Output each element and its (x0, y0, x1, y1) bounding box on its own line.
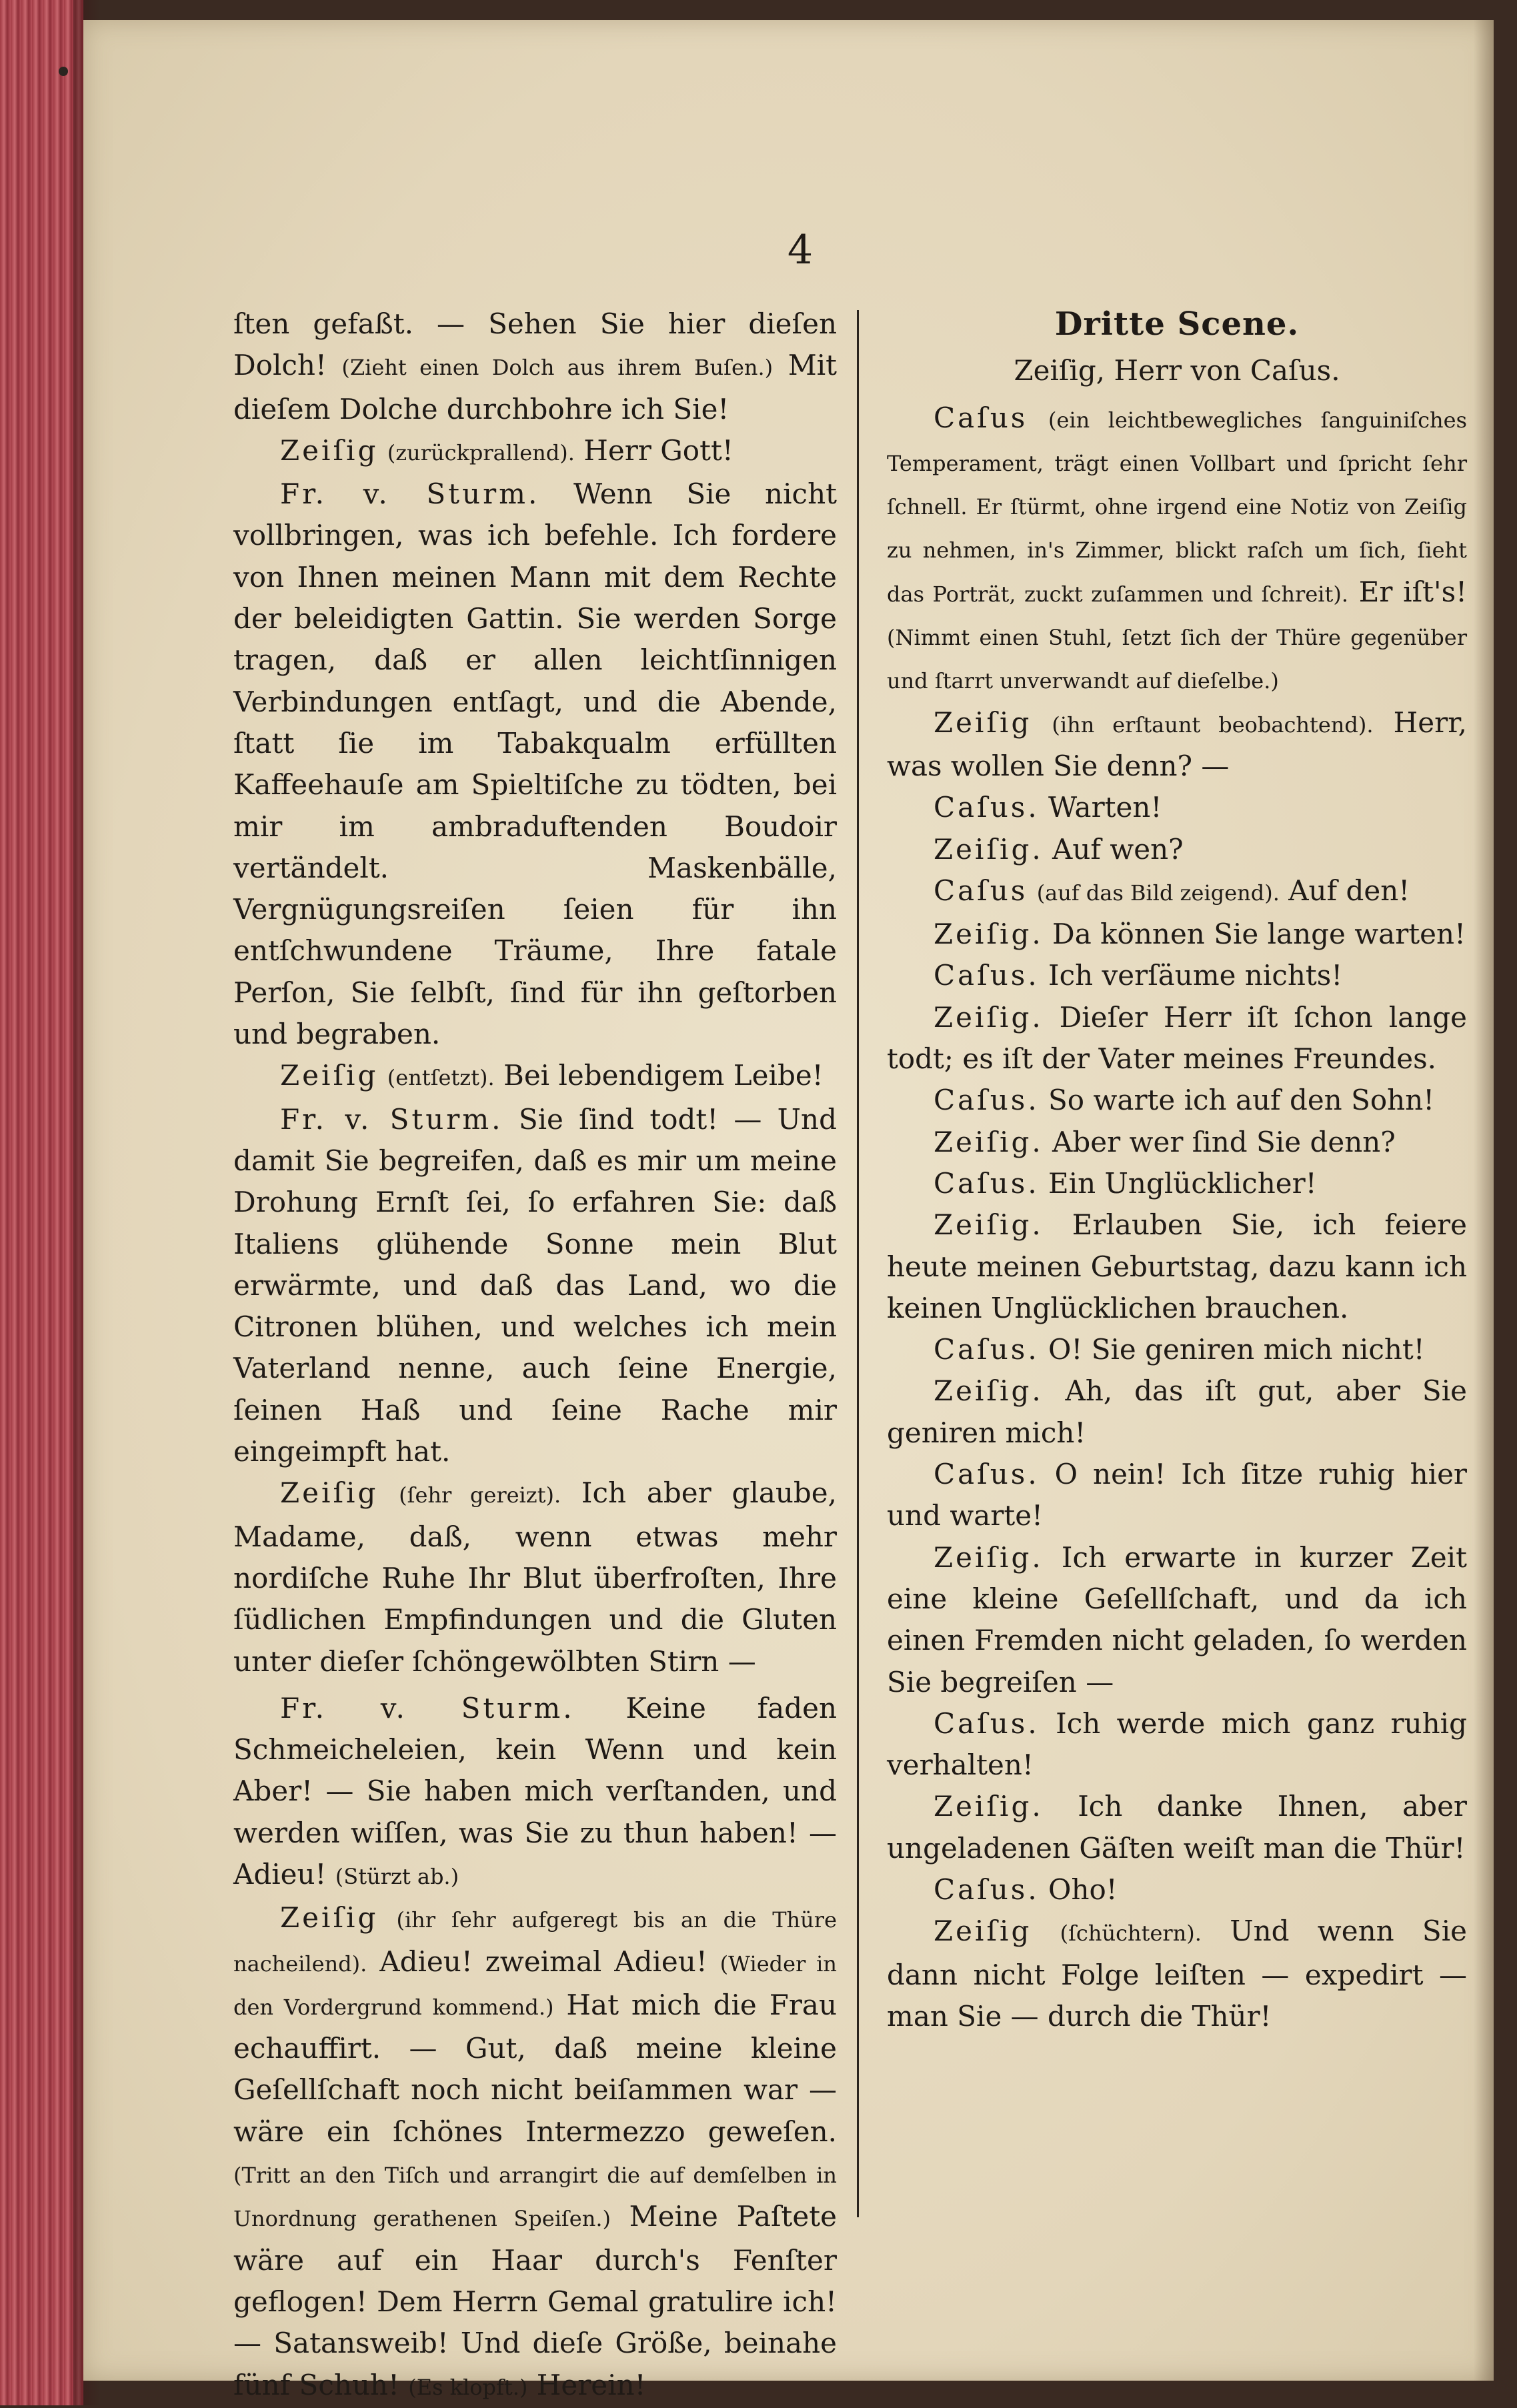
speaker-name: Caſus. (934, 1458, 1040, 1491)
book-binding-edge (0, 0, 83, 2405)
speaker-name: Zeiſig (280, 433, 379, 467)
speaker-name: Fr. v. Sturm. (280, 477, 540, 511)
ink-dot (59, 67, 68, 76)
speaker-name: Caſus (934, 874, 1028, 907)
speaker-name: Caſus. (934, 1166, 1040, 1200)
speaker-name: Zeiſig. (934, 1540, 1044, 1574)
speaker-name: Caſus. (934, 1706, 1040, 1740)
speaker-name: Fr. v. Sturm. (280, 1102, 503, 1136)
speaker-name: Caſus. (934, 1333, 1040, 1366)
right-paragraph-19: Caſus. Oho! (934, 1873, 1118, 1906)
right-paragraph-4: Zeiſig. Auf wen? (934, 832, 1184, 866)
left-paragraph-6: Zeiſig (ſehr gereizt). Ich aber glaube, Madame, daß, wenn etwas mehr nordiſche Ruhe Ihr Blut überfroſten, Ihre ſüdlichen Empfindungen und die Gluten unter dieſer ſchöngewölbten Stirn — (233, 1476, 837, 1678)
left-paragraph-5: Fr. v. Sturm. Sie ſind todt! — Und damit Sie begreifen, daß es mir um meine Drohung Ernſt ſei, ſo erfahren Sie: daß Italiens glühende Sonne mein Blut erwärmte, und daß das Land, wo die Citronen blühen, und welches ich mein Vaterland nenne, auch ſeine Energie, ſeinen Haß und ſeine Rache mir eingeimpft hat. (233, 1102, 837, 1468)
right-paragraph-6: Zeiſig. Da können Sie lange warten! (934, 918, 1466, 951)
speaker-name: Zeiſig (934, 1915, 1032, 1948)
right-paragraph-18: Zeiſig. Ich danke Ihnen, aber ungeladenen Gäſten weiſt man die Thür! (887, 1790, 1467, 1865)
speaker-name: Zeiſig. (934, 918, 1044, 951)
right-paragraph-13: Caſus. O! Sie geniren mich nicht! (934, 1333, 1425, 1366)
speaker-name: Zeiſig. (934, 1208, 1044, 1242)
speaker-name: Zeiſig. (934, 1374, 1044, 1408)
right-paragraph-1: Caſus (ein leichtbewegliches ſanguiniſches Temperament, trägt einen Vollbart und ſpricht ſehr ſchnell. Er ſtürmt, ohne irgend eine Notiz von Zeiſig zu nehmen, in's Zimmer, blickt raſch um ſich, ſieht das Porträt, zuckt zuſammen und ſchreit). Er iſt's! (Nimmt einen Stuhl, ſetzt ſich der Thüre gegenüber und ſtarrt unverwandt auf dieſelbe.) (887, 401, 1468, 694)
speaker-name: Zeiſig. (934, 832, 1044, 866)
left-paragraph-1: ſten gefaßt. — Sehen Sie hier dieſen Dolch! (Zieht einen Dolch aus ihrem Buſen.) Mit dieſem Dolche durchbohre ich Sie! (233, 307, 838, 425)
speaker-name: Caſus. (934, 791, 1040, 824)
speaker-name: Caſus (934, 401, 1028, 434)
speaker-name: Zeiſig (934, 706, 1032, 739)
right-paragraph-10: Zeiſig. Aber wer ſind Sie denn? (934, 1125, 1396, 1158)
speaker-name: Zeiſig (280, 1059, 379, 1092)
speaker-name: Zeiſig. (934, 1000, 1044, 1034)
right-paragraph-15: Caſus. O nein! Ich ſitze ruhig hier und warte! (887, 1458, 1467, 1532)
right-paragraph-11: Caſus. Ein Unglücklicher! (934, 1166, 1317, 1200)
right-paragraph-12: Zeiſig. Erlauben Sie, ich feiere heute meinen Geburtstag, dazu kann ich keinen Unglücklichen brauchen. (887, 1208, 1467, 1324)
speaker-name: Zeiſig. (934, 1125, 1044, 1158)
scene-characters: Zeiſig, Herr von Caſus. (1014, 354, 1340, 387)
right-paragraph-16: Zeiſig. Ich erwarte in kurzer Zeit eine kleine Geſellſchaft, und da ich einen Fremden nicht geladen, ſo werden Sie begreiſen — (887, 1540, 1467, 1698)
right-paragraph-3: Caſus. Warten! (934, 791, 1162, 824)
speaker-name: Fr. v. Sturm. (280, 1691, 575, 1724)
scene-title: Dritte Scene. (1054, 305, 1300, 343)
right-paragraph-8: Zeiſig. Dieſer Herr iſt ſchon lange todt; es iſt der Vater meines Freundes. (887, 1000, 1467, 1076)
right-paragraph-2: Zeiſig (ihn erſtaunt beobachtend). Herr, was wollen Sie denn? — (887, 706, 1468, 782)
page-edge-shadow (1474, 20, 1494, 2381)
speaker-name: Caſus. (934, 1084, 1040, 1117)
left-paragraph-7: Fr. v. Sturm. Keine faden Schmeicheleien, kein Wenn und kein Aber! — Sie haben mich verſtanden, und werden wiſſen, was Sie zu thun haben! — Adieu! (Stürzt ab.) (233, 1691, 837, 1891)
right-paragraph-7: Caſus. Ich verſäume nichts! (934, 959, 1343, 992)
left-paragraph-3: Fr. v. Sturm. Wenn Sie nicht vollbringen, was ich befehle. Ich fordere von Ihnen meinen Mann mit dem Rechte der beleidigten Gattin. Sie werden Sorge tragen, daß er allen leichtſinnigen Verbindungen entſagt, und die Abende, ſtatt ſie im Tabakqualm erfüllten Kaffeehauſe am Spieltiſche zu tödten, bei mir im ambraduftenden Boudoir vertändelt. Maskenbälle, Vergnügungsreiſen ſeien für ihn entſchwundene Träume, Ihre fatale Perſon, Sie ſelbſt, ſind für ihn geſtorben und begraben. (233, 477, 837, 1051)
column-divider (857, 310, 859, 2217)
speaker-name: Caſus. (934, 959, 1040, 992)
right-paragraph-14: Zeiſig. Ah, das iſt gut, aber Sie geniren mich! (887, 1374, 1467, 1449)
right-paragraph-9: Caſus. So warte ich auf den Sohn! (934, 1084, 1435, 1117)
page-number: 4 (787, 227, 814, 273)
right-paragraph-20: Zeiſig (ſchüchtern). Und wenn Sie dann nicht Folge leiſten — expedirt — man Sie — durch die Thür! (887, 1915, 1467, 2033)
speaker-name: Zeiſig. (934, 1790, 1044, 1823)
left-column (233, 303, 837, 2408)
speaker-name: Zeiſig (280, 1901, 379, 1935)
right-column (887, 303, 1467, 2037)
left-paragraph-2: Zeiſig (zurückprallend). Herr Gott! (280, 433, 733, 467)
left-paragraph-4: Zeiſig (entſetzt). Bei lebendigem Leibe! (280, 1059, 824, 1092)
left-paragraph-8: Zeiſig (ihr ſehr aufgeregt bis an die Thüre nacheilend). Adieu! zweimal Adieu! (Wieder in den Vordergrund kommend.) Hat mich die Frau echauffirt. — Gut, daß meine kleine Geſellſchaft noch nicht beiſammen war — wäre ein ſchönes Intermezzo geweſen. (Tritt an den Tiſch und arrangirt die auf demſelben in Unordnung gerathenen Speiſen.) Meine Paſtete wäre auf ein Haar durch's Fenſter geflogen! Dem Herrn Gemal gratulire ich! — Satansweib! Und dieſe Größe, beinahe fünf Schuh! (Es klopft.) Herein! (233, 1901, 838, 2401)
right-paragraph-17: Caſus. Ich werde mich ganz ruhig verhalten! (887, 1706, 1467, 1782)
speaker-name: Zeiſig (280, 1476, 379, 1510)
speaker-name: Caſus. (934, 1873, 1040, 1906)
right-paragraph-5: Caſus (auf das Bild zeigend). Auf den! (934, 874, 1410, 907)
